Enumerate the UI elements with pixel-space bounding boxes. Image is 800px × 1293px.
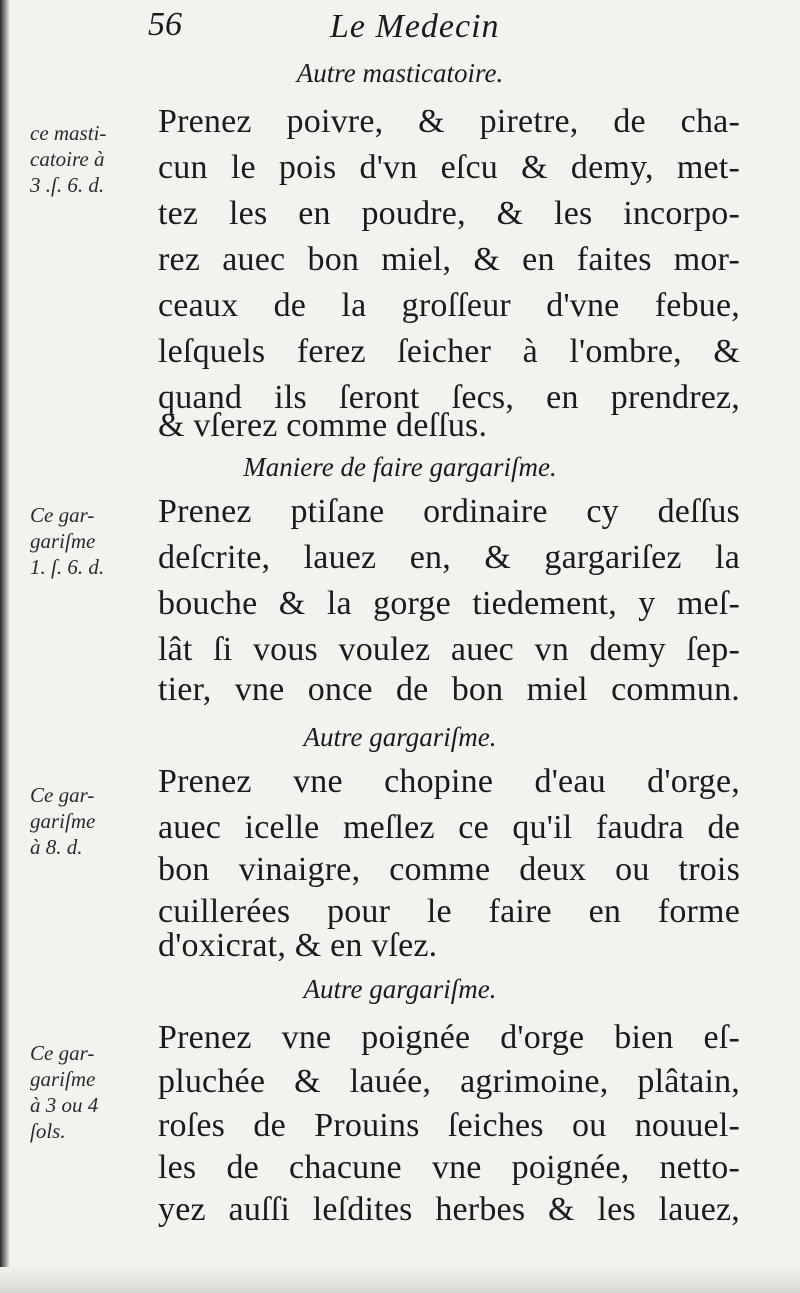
text-line: lât ſi vous voulez auec vn demy ſep- xyxy=(158,631,740,668)
text-line: pluchée & lauée, agrimoine, plâtain, xyxy=(158,1063,740,1100)
margin-note-line: Ce gar- xyxy=(30,1041,95,1065)
text-line: yez auſſi leſdites herbes & les lauez, xyxy=(158,1191,740,1228)
text-line: tez les en poudre, & les incorpo- xyxy=(158,195,740,232)
running-title: Le Medecin xyxy=(330,8,500,45)
text-line: quand ils ſeront ſecs, en prendrez, xyxy=(158,379,740,416)
margin-note-line: 1. ſ. 6. d. xyxy=(30,555,105,579)
text-line: bouche & la gorge tiedement, y meſ- xyxy=(158,585,740,622)
page-bottom-edge xyxy=(0,1267,800,1293)
text-line: Prenez poivre, & piretre, de cha- xyxy=(158,103,740,140)
margin-note-line: ce masti- xyxy=(30,121,107,145)
margin-note xyxy=(30,502,155,580)
margin-note-line: catoire à xyxy=(30,147,105,171)
margin-note xyxy=(30,782,155,860)
text-line: cun le pois d'vn eſcu & demy, met- xyxy=(158,149,740,186)
margin-note xyxy=(30,1040,155,1144)
margin-note-line: gariſme xyxy=(30,529,96,553)
margin-note-line: à 3 ou 4 xyxy=(30,1093,99,1117)
margin-note-line: gariſme xyxy=(30,809,96,833)
margin-note-line: 3 .ſ. 6. d. xyxy=(30,173,105,197)
section-heading: Autre gargariſme. xyxy=(303,722,497,752)
text-line: Prenez vne chopine d'eau d'orge, xyxy=(158,763,740,800)
margin-note xyxy=(30,120,155,198)
text-line: bon vinaigre, comme deux ou trois xyxy=(158,851,740,888)
section-heading: Autre gargariſme. xyxy=(303,974,497,1004)
text-line: Prenez vne poignée d'orge bien eſ- xyxy=(158,1019,740,1056)
margin-note-line: Ce gar- xyxy=(30,503,95,527)
margin-note-line: ſols. xyxy=(30,1119,66,1143)
text-line: cuillerées pour le faire en forme xyxy=(158,893,740,930)
margin-note-line: à 8. d. xyxy=(30,835,83,859)
page-number: 56 xyxy=(148,6,182,43)
text-line: les de chacune vne poignée, netto- xyxy=(158,1149,740,1186)
text-line: d'oxicrat, & en vſez. xyxy=(158,927,438,964)
page-header xyxy=(0,6,800,46)
text-line: auec icelle meſlez ce qu'il faudra de xyxy=(158,809,740,846)
text-line: Prenez ptiſane ordinaire cy deſſus xyxy=(158,493,740,530)
text-line: leſquels ferez ſeicher à l'ombre, & xyxy=(158,333,740,370)
margin-note-line: gariſme xyxy=(30,1067,96,1091)
margin-note-line: Ce gar- xyxy=(30,783,95,807)
text-line: tier, vne once de bon miel commun. xyxy=(158,671,740,708)
page-binding-shadow xyxy=(0,0,10,1293)
section-heading: Autre masticatoire. xyxy=(296,58,504,88)
text-line: ceaux de la groſſeur d'vne febue, xyxy=(158,287,740,324)
text-line: & vſerez comme deſſus. xyxy=(158,407,488,444)
section-heading: Maniere de faire gargariſme. xyxy=(243,452,557,482)
text-line: rez auec bon miel, & en faites mor- xyxy=(158,241,740,278)
text-line: deſcrite, lauez en, & gargariſez la xyxy=(158,539,740,576)
text-line: roſes de Prouins ſeiches ou nouuel- xyxy=(158,1107,740,1144)
